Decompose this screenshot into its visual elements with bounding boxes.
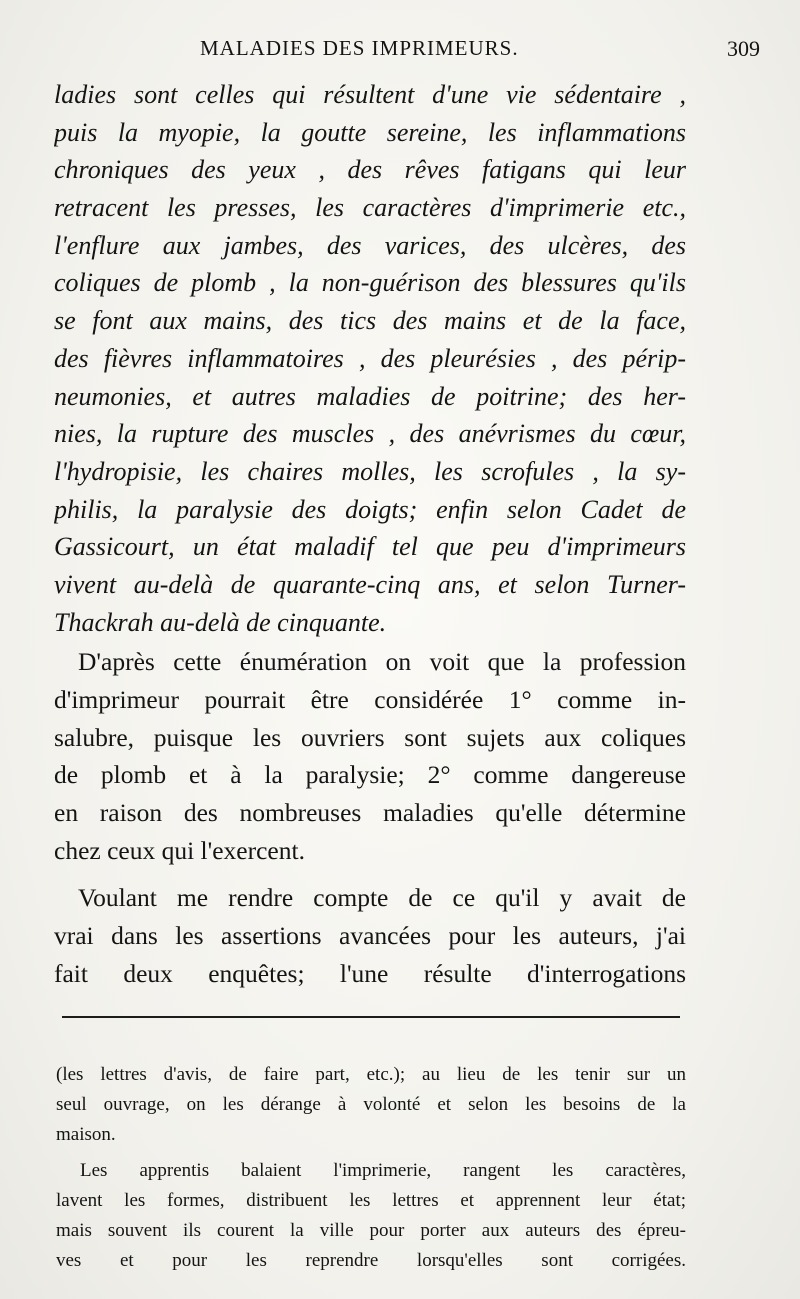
running-title: MALADIES DES IMPRIMEURS. bbox=[200, 36, 519, 60]
text-line: Thackrah au-delà de cinquante. bbox=[54, 607, 387, 637]
text-line: nies, la rupture des muscles , des anévrismes du cœur, bbox=[54, 419, 686, 449]
text-line: de plomb et à la paralysie; 2° comme dangereuse bbox=[54, 760, 686, 790]
text-line: salubre, puisque les ouvriers sont sujets aux coliques bbox=[54, 722, 686, 752]
text-line: fait deux enquêtes; l'une résulte d'interrogations bbox=[54, 958, 686, 988]
footnote-2 bbox=[56, 1156, 686, 1276]
text-line: l'enflure aux jambes, des varices, des ulcères, des bbox=[54, 230, 686, 260]
footnote-line: Les apprentis balaient l'imprimerie, rangent les caractères, bbox=[80, 1160, 686, 1181]
footnotes bbox=[56, 1060, 686, 1276]
paragraph-2 bbox=[54, 879, 686, 992]
italic-passage bbox=[54, 76, 686, 641]
page-number: 309 bbox=[727, 36, 760, 61]
text-line: coliques de plomb , la non-guérison des blessures qu'ils bbox=[54, 268, 686, 298]
text-line: chez ceux qui l'exercent. bbox=[54, 835, 305, 865]
footnote-1 bbox=[56, 1060, 686, 1150]
text-line: vrai dans les assertions avancées pour les auteurs, j'ai bbox=[54, 921, 686, 951]
footnote-line: mais souvent ils courent la ville pour porter aux auteurs des épreu- bbox=[56, 1220, 686, 1241]
text-line: se font aux mains, des tics des mains et de la face, bbox=[54, 306, 686, 336]
footnote-line: seul ouvrage, on les dérange à volonté et selon les besoins de la bbox=[56, 1094, 686, 1115]
text-line: neumonies, et autres maladies de poitrine; des her- bbox=[54, 381, 686, 411]
body-text bbox=[54, 76, 686, 993]
text-line: vivent au-delà de quarante-cinq ans, et selon Turner- bbox=[54, 569, 686, 599]
footnote-line: (les lettres d'avis, de faire part, etc.); au lieu de les tenir sur un bbox=[56, 1064, 686, 1085]
text-line: ladies sont celles qui résultent d'une vie sédentaire , bbox=[54, 80, 686, 109]
text-line: chroniques des yeux , des rêves fatigans qui leur bbox=[54, 155, 686, 185]
text-line: puis la myopie, la goutte sereine, les inflammations bbox=[54, 117, 686, 147]
footnote-rule bbox=[62, 1016, 680, 1018]
footnote-line: ves et pour les reprendre lorsqu'elles sont corrigées. bbox=[56, 1250, 686, 1271]
running-head bbox=[60, 36, 760, 70]
text-line: retracent les presses, les caractères d'imprimerie etc., bbox=[54, 193, 686, 223]
text-line: Voulant me rendre compte de ce qu'il y avait de bbox=[78, 883, 686, 913]
text-line: D'après cette énumération on voit que la profession bbox=[78, 647, 686, 677]
text-line: d'imprimeur pourrait être considérée 1° comme in- bbox=[54, 685, 686, 714]
text-line: Gassicourt, un état maladif tel que peu d'imprimeurs bbox=[54, 532, 686, 562]
text-line: des fièvres inflammatoires , des pleurésies , des périp- bbox=[54, 343, 686, 373]
text-line: philis, la paralysie des doigts; enfin selon Cadet de bbox=[54, 494, 686, 524]
text-line: en raison des nombreuses maladies qu'elle détermine bbox=[54, 798, 686, 828]
text-line: l'hydropisie, les chaires molles, les scrofules , la sy- bbox=[54, 456, 686, 486]
footnote-line: lavent les formes, distribuent les lettres et apprennent leur état; bbox=[56, 1190, 686, 1211]
paragraph-1 bbox=[54, 643, 686, 869]
footnote-line: maison. bbox=[56, 1124, 116, 1145]
